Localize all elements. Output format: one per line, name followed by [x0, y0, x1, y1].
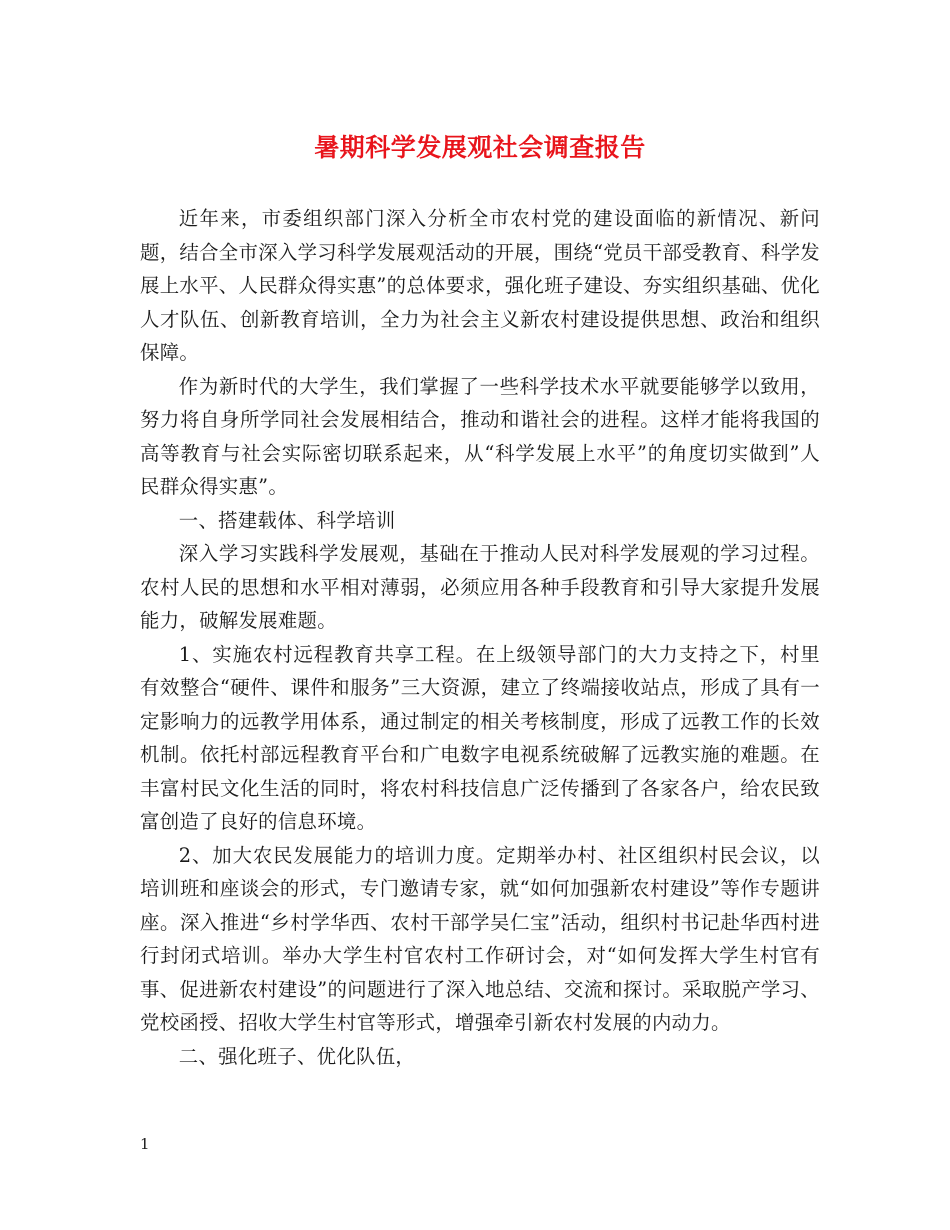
paragraph-intro: 近年来，市委组织部门深入分析全市农村党的建设面临的新情况、新问题，结合全市深入学习科学发展观活动的开展，围绕“党员干部受教育、科学发展上水平、人民群众得实惠”的总体要求，强化班子建设、夯实组织基础、优化人才队伍、创新教育培训，全力为社会主义新农村建设提供思想、政治和组织保障。 — [140, 207, 820, 364]
section-heading-1: 一、搭建载体、科学培训 — [178, 508, 396, 532]
paragraph-item-1: 1、实施农村远程教育共享工程。在上级领导部门的大力支持之下，村里有效整合“硬件、课件和服务”三大资源，建立了终端接收站点，形成了具有一定影响力的远教学用体系，通过制定的相关考核制度，形成了远教工作的长效机制。依托村部远程教育平台和广电数字电视系统破解了远教实施的难题。在丰富村民文化生活的同时，将农村科技信息广泛传播到了各家各户，给农民致富创造了良好的信息环境。 — [140, 642, 820, 833]
section-heading-2: 二、强化班子、优化队伍， — [178, 1044, 416, 1068]
document-title: 暑期科学发展观社会调查报告 — [314, 133, 646, 162]
page-number: 1 — [140, 1135, 150, 1153]
paragraph-students: 作为新时代的大学生，我们掌握了一些科学技术水平就要能够学以致用，努力将自身所学同社会发展相结合，推动和谐社会的进程。这样才能将我国的高等教育与社会实际密切联系起来，从“科学发展上水平”的角度切实做到”人民群众得实惠”。 — [140, 374, 820, 498]
document-body — [140, 202, 820, 1073]
paragraph-section-1: 深入学习实践科学发展观，基础在于推动人民对科学发展观的学习过程。农村人民的思想和水平相对薄弱，必须应用各种手段教育和引导大家提升发展能力，破解发展难题。 — [140, 542, 820, 632]
paragraph-item-2: 2、加大农民发展能力的培训力度。定期举办村、社区组织村民会议，以培训班和座谈会的形式，专门邀请专家，就“如何加强新农村建设”等作专题讲座。深入推进“乡村学华西、农村干部学吴仁宝”活动，组织村书记赴华西村进行封闭式培训。举办大学生村官农村工作研讨会，对“如何发挥大学生村官有事、促进新农村建设”的问题进行了深入地总结、交流和探讨。采取脱产学习、党校函授、招收大学生村官等形式，增强牵引新农村发展的内动力。 — [140, 843, 820, 1034]
